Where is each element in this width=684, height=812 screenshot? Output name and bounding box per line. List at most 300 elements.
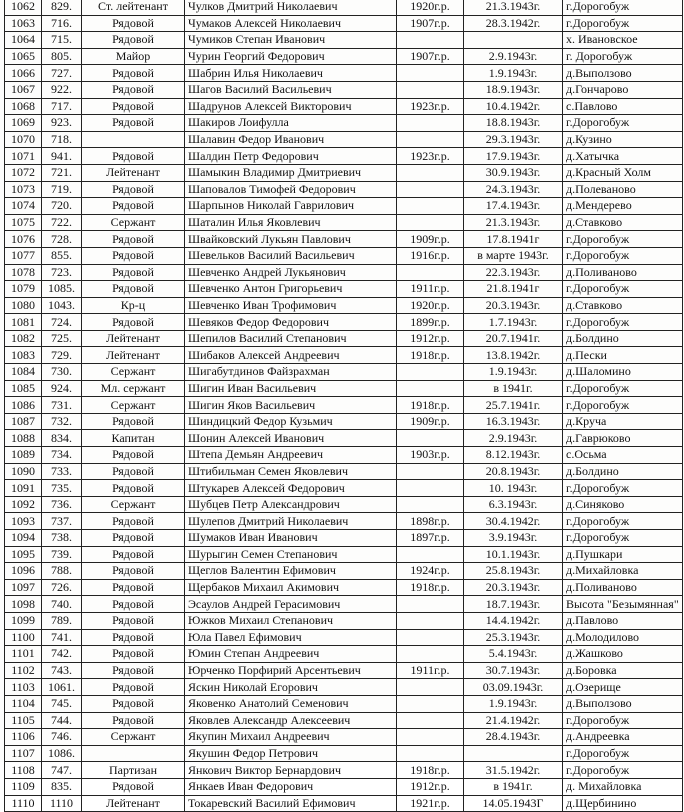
row-number-cell: 1072 [5, 164, 42, 181]
row-number-cell: 1092 [5, 496, 42, 513]
military-rank-cell: Сержант [82, 364, 185, 381]
record-number-cell: 729. [42, 347, 82, 364]
burial-place-cell: г.Дорогобуж [563, 231, 683, 248]
full-name-cell: Шалавин Федор Иванович [185, 131, 397, 148]
burial-place-cell: д.Поливаново [563, 264, 683, 281]
table-row [5, 281, 683, 298]
death-date-cell: 20.7.1941г. [464, 330, 563, 347]
burial-place-cell: д.Мендерево [563, 198, 683, 215]
record-number-cell: 923. [42, 115, 82, 132]
full-name-cell: Юрченко Порфирий Арсентьевич [185, 662, 397, 679]
row-number-cell: 1084 [5, 364, 42, 381]
military-rank-cell: Рядовой [82, 32, 185, 49]
table-row [5, 148, 683, 165]
full-name-cell: Швайковский Лукьян Павлович [185, 231, 397, 248]
birth-year-cell [397, 480, 464, 497]
table-row [5, 629, 683, 646]
birth-year-cell [397, 181, 464, 198]
record-number-cell: 924. [42, 380, 82, 397]
record-number-cell: 726. [42, 579, 82, 596]
full-name-cell: Шибаков Алексей Андреевич [185, 347, 397, 364]
full-name-cell: Яковенко Анатолий Семенович [185, 695, 397, 712]
burial-place-cell: д.Гаврюково [563, 430, 683, 447]
military-rank-cell: Рядовой [82, 65, 185, 82]
row-number-cell: 1080 [5, 297, 42, 314]
burial-place-cell: г.Дорогобуж [563, 762, 683, 779]
full-name-cell: Щеглов Валентин Ефимович [185, 563, 397, 580]
birth-year-cell: 1897г.р. [397, 530, 464, 547]
record-number-cell: 922. [42, 81, 82, 98]
birth-year-cell: 1911г.р. [397, 662, 464, 679]
military-rank-cell: Рядовой [82, 546, 185, 563]
burial-place-cell: д.Выползово [563, 695, 683, 712]
row-number-cell: 1102 [5, 662, 42, 679]
row-number-cell: 1082 [5, 330, 42, 347]
full-name-cell: Шевченко Андрей Лукьянович [185, 264, 397, 281]
death-date-cell: 28.3.1942г. [464, 15, 563, 32]
death-date-cell: 20.3.1943г. [464, 579, 563, 596]
full-name-cell: Якупин Михаил Андреевич [185, 729, 397, 746]
full-name-cell: Яковлев Александр Алексеевич [185, 712, 397, 729]
full-name-cell: Шамыкин Владимир Дмитриевич [185, 164, 397, 181]
record-number-cell: 730. [42, 364, 82, 381]
burial-place-cell: д. Михайловка [563, 778, 683, 795]
record-number-cell: 834. [42, 430, 82, 447]
row-number-cell: 1063 [5, 15, 42, 32]
record-number-cell: 722. [42, 214, 82, 231]
military-rank-cell: Рядовой [82, 281, 185, 298]
full-name-cell: Янкович Виктор Бернардович [185, 762, 397, 779]
full-name-cell: Шулепов Дмитрий Николаевич [185, 513, 397, 530]
record-number-cell: 717. [42, 98, 82, 115]
burial-place-cell: д.Выползово [563, 65, 683, 82]
record-number-cell: 731. [42, 397, 82, 414]
military-rank-cell: Рядовой [82, 463, 185, 480]
record-number-cell: 747. [42, 762, 82, 779]
burial-place-cell: д.Круча [563, 413, 683, 430]
military-rank-cell: Рядовой [82, 480, 185, 497]
death-date-cell: 17.4.1943г. [464, 198, 563, 215]
row-number-cell: 1097 [5, 579, 42, 596]
table-row [5, 397, 683, 414]
birth-year-cell [397, 629, 464, 646]
record-number-cell: 1085. [42, 281, 82, 298]
military-rank-cell: Мл. сержант [82, 380, 185, 397]
military-rank-cell: Рядовой [82, 81, 185, 98]
burial-place-cell: д.Синяково [563, 496, 683, 513]
table-row [5, 563, 683, 580]
full-name-cell: Шакиров Лоифулла [185, 115, 397, 132]
burial-place-cell: г.Дорогобуж [563, 0, 683, 15]
military-rank-cell: Рядовой [82, 15, 185, 32]
birth-year-cell [397, 164, 464, 181]
full-name-cell: Шубцев Петр Александрович [185, 496, 397, 513]
record-number-cell: 735. [42, 480, 82, 497]
record-number-cell: 1043. [42, 297, 82, 314]
row-number-cell: 1108 [5, 762, 42, 779]
table-row [5, 579, 683, 596]
table-row [5, 347, 683, 364]
full-name-cell: Якушин Федор Петрович [185, 745, 397, 762]
record-number-cell: 741. [42, 629, 82, 646]
record-number-cell: 736. [42, 496, 82, 513]
table-row [5, 447, 683, 464]
full-name-cell: Штибильман Семен Яковлевич [185, 463, 397, 480]
death-date-cell: 24.3.1943г. [464, 181, 563, 198]
full-name-cell: Чумиков Степан Иванович [185, 32, 397, 49]
burial-place-cell: д.Хатычка [563, 148, 683, 165]
birth-year-cell [397, 712, 464, 729]
birth-year-cell [397, 364, 464, 381]
record-number-cell: 737. [42, 513, 82, 530]
birth-year-cell: 1907г.р. [397, 15, 464, 32]
full-name-cell: Чумаков Алексей Николаевич [185, 15, 397, 32]
death-date-cell [464, 32, 563, 49]
birth-year-cell [397, 380, 464, 397]
military-rank-cell: Рядовой [82, 148, 185, 165]
row-number-cell: 1083 [5, 347, 42, 364]
military-rank-cell: Рядовой [82, 98, 185, 115]
military-rank-cell: Рядовой [82, 662, 185, 679]
record-number-cell: 740. [42, 596, 82, 613]
military-rank-cell: Рядовой [82, 181, 185, 198]
birth-year-cell: 1912г.р. [397, 778, 464, 795]
military-rank-cell: Рядовой [82, 247, 185, 264]
military-rank-cell: Рядовой [82, 612, 185, 629]
death-date-cell: 31.5.1942г. [464, 762, 563, 779]
full-name-cell: Юмин Степан Андреевич [185, 646, 397, 663]
row-number-cell: 1093 [5, 513, 42, 530]
death-date-cell: 22.3.1943г. [464, 264, 563, 281]
record-number-cell: 733. [42, 463, 82, 480]
military-rank-cell: Рядовой [82, 596, 185, 613]
table-row [5, 612, 683, 629]
burial-place-cell: д.Поливаново [563, 579, 683, 596]
table-row [5, 247, 683, 264]
table-row [5, 480, 683, 497]
death-date-cell: 14.4.1942г. [464, 612, 563, 629]
row-number-cell: 1081 [5, 314, 42, 331]
full-name-cell: Шевяков Федор Федорович [185, 314, 397, 331]
birth-year-cell [397, 65, 464, 82]
death-date-cell: 17.8.1941г [464, 231, 563, 248]
burial-place-cell: г. Дорогобуж [563, 48, 683, 65]
death-date-cell: 18.8.1943г. [464, 115, 563, 132]
birth-year-cell: 1898г.р. [397, 513, 464, 530]
table-row [5, 164, 683, 181]
row-number-cell: 1107 [5, 745, 42, 762]
full-name-cell: Штепа Демьян Андреевич [185, 447, 397, 464]
row-number-cell: 1103 [5, 679, 42, 696]
row-number-cell: 1077 [5, 247, 42, 264]
record-number-cell: 732. [42, 413, 82, 430]
death-date-cell: 18.7.1943г. [464, 596, 563, 613]
table-row [5, 181, 683, 198]
birth-year-cell: 1924г.р. [397, 563, 464, 580]
full-name-cell: Шевельков Василий Васильевич [185, 247, 397, 264]
burial-place-cell: х. Ивановское [563, 32, 683, 49]
birth-year-cell: 1918г.р. [397, 579, 464, 596]
row-number-cell: 1110 [5, 795, 42, 812]
burial-place-cell: д.Пушкари [563, 546, 683, 563]
table-row [5, 530, 683, 547]
full-name-cell: Шонин Алексей Иванович [185, 430, 397, 447]
record-number-cell: 805. [42, 48, 82, 65]
row-number-cell: 1087 [5, 413, 42, 430]
death-date-cell: 1.9.1943г. [464, 364, 563, 381]
burial-place-cell: г.Дорогобуж [563, 281, 683, 298]
burial-place-cell: г.Дорогобуж [563, 380, 683, 397]
table-row [5, 264, 683, 281]
military-rank-cell: Рядовой [82, 314, 185, 331]
burial-place-cell: д.Красный Холм [563, 164, 683, 181]
full-name-cell: Шепилов Василий Степанович [185, 330, 397, 347]
record-number-cell: 743. [42, 662, 82, 679]
birth-year-cell [397, 430, 464, 447]
military-rank-cell: Рядовой [82, 563, 185, 580]
table-row [5, 330, 683, 347]
row-number-cell: 1100 [5, 629, 42, 646]
burial-place-cell: д.Полеваново [563, 181, 683, 198]
full-name-cell: Токаревский Василий Ефимович [185, 795, 397, 812]
record-number-cell: 1086. [42, 745, 82, 762]
table-row [5, 297, 683, 314]
death-date-cell: 10.4.1942г. [464, 98, 563, 115]
row-number-cell: 1105 [5, 712, 42, 729]
table-row [5, 646, 683, 663]
burial-place-cell: д.Озерище [563, 679, 683, 696]
death-date-cell: 21.3.1943г. [464, 0, 563, 15]
table-row [5, 65, 683, 82]
birth-year-cell [397, 198, 464, 215]
death-date-cell: 30.7.1943г. [464, 662, 563, 679]
row-number-cell: 1062 [5, 0, 42, 15]
table-row [5, 98, 683, 115]
record-number-cell: 745. [42, 695, 82, 712]
birth-year-cell [397, 646, 464, 663]
record-number-cell: 1110 [42, 795, 82, 812]
full-name-cell: Юла Павел Ефимович [185, 629, 397, 646]
burial-place-cell: д.Михайловка [563, 563, 683, 580]
table-row [5, 496, 683, 513]
death-date-cell: 18.9.1943г. [464, 81, 563, 98]
row-number-cell: 1066 [5, 65, 42, 82]
row-number-cell: 1064 [5, 32, 42, 49]
table-row [5, 48, 683, 65]
death-date-cell: 25.8.1943г. [464, 563, 563, 580]
row-number-cell: 1096 [5, 563, 42, 580]
death-date-cell: 28.4.1943г. [464, 729, 563, 746]
military-rank-cell: Ст. лейтенант [82, 0, 185, 15]
table-row [5, 778, 683, 795]
burial-place-cell: г.Дорогобуж [563, 314, 683, 331]
table-row [5, 795, 683, 812]
death-date-cell: 8.12.1943г. [464, 447, 563, 464]
full-name-cell: Чулков Дмитрий Николаевич [185, 0, 397, 15]
row-number-cell: 1071 [5, 148, 42, 165]
military-rank-cell: Партизан [82, 762, 185, 779]
military-rank-cell: Рядовой [82, 115, 185, 132]
birth-year-cell [397, 131, 464, 148]
full-name-cell: Шадрунов Алексей Викторович [185, 98, 397, 115]
death-date-cell: 21.4.1942г. [464, 712, 563, 729]
row-number-cell: 1088 [5, 430, 42, 447]
death-date-cell: 20.3.1943г. [464, 297, 563, 314]
military-rank-cell: Рядовой [82, 413, 185, 430]
military-rank-cell: Рядовой [82, 447, 185, 464]
full-name-cell: Шаповалов Тимофей Федорович [185, 181, 397, 198]
register-body [5, 0, 683, 812]
burial-place-cell: г.Дорогобуж [563, 745, 683, 762]
table-row [5, 745, 683, 762]
birth-year-cell [397, 612, 464, 629]
death-date-cell [464, 745, 563, 762]
record-number-cell: 724. [42, 314, 82, 331]
burial-place-cell: г.Дорогобуж [563, 247, 683, 264]
row-number-cell: 1079 [5, 281, 42, 298]
burial-place-cell: г.Дорогобуж [563, 397, 683, 414]
death-date-cell: в марте 1943г. [464, 247, 563, 264]
birth-year-cell: 1918г.р. [397, 347, 464, 364]
military-rank-cell: Рядовой [82, 231, 185, 248]
burial-place-cell: г.Дорогобуж [563, 480, 683, 497]
full-name-cell: Янкаев Иван Федорович [185, 778, 397, 795]
full-name-cell: Шигин Иван Васильевич [185, 380, 397, 397]
military-rank-cell: Рядовой [82, 695, 185, 712]
military-rank-cell: Рядовой [82, 679, 185, 696]
burial-place-cell: д.Гончарово [563, 81, 683, 98]
row-number-cell: 1074 [5, 198, 42, 215]
full-name-cell: Шигабутдинов Файзрахман [185, 364, 397, 381]
birth-year-cell: 1920г.р. [397, 297, 464, 314]
record-number-cell: 739. [42, 546, 82, 563]
military-rank-cell: Рядовой [82, 513, 185, 530]
death-date-cell: 10.1.1943г. [464, 546, 563, 563]
military-rank-cell: Рядовой [82, 712, 185, 729]
record-number-cell: 1061. [42, 679, 82, 696]
full-name-cell: Шагов Василий Васильевич [185, 81, 397, 98]
birth-year-cell: 1923г.р. [397, 98, 464, 115]
military-rank-cell: Сержант [82, 214, 185, 231]
death-date-cell: 21.3.1943г. [464, 214, 563, 231]
full-name-cell: Яскин Николай Егорович [185, 679, 397, 696]
death-date-cell: в 1941г. [464, 778, 563, 795]
full-name-cell: Шабрин Илья Николаевич [185, 65, 397, 82]
military-rank-cell: Рядовой [82, 629, 185, 646]
death-date-cell: 21.8.1941г [464, 281, 563, 298]
record-number-cell: 725. [42, 330, 82, 347]
record-number-cell: 715. [42, 32, 82, 49]
birth-year-cell: 1918г.р. [397, 762, 464, 779]
military-rank-cell: Сержант [82, 397, 185, 414]
row-number-cell: 1099 [5, 612, 42, 629]
birth-year-cell [397, 81, 464, 98]
record-number-cell: 738. [42, 530, 82, 547]
row-number-cell: 1085 [5, 380, 42, 397]
record-number-cell: 728. [42, 231, 82, 248]
full-name-cell: Шевченко Иван Трофимович [185, 297, 397, 314]
row-number-cell: 1090 [5, 463, 42, 480]
row-number-cell: 1068 [5, 98, 42, 115]
record-number-cell: 723. [42, 264, 82, 281]
row-number-cell: 1067 [5, 81, 42, 98]
record-number-cell: 727. [42, 65, 82, 82]
birth-year-cell: 1899г.р. [397, 314, 464, 331]
full-name-cell: Шумаков Иван Иванович [185, 530, 397, 547]
birth-year-cell: 1911г.р. [397, 281, 464, 298]
record-number-cell: 746. [42, 729, 82, 746]
row-number-cell: 1091 [5, 480, 42, 497]
table-row [5, 32, 683, 49]
birth-year-cell [397, 729, 464, 746]
table-row [5, 729, 683, 746]
table-row [5, 198, 683, 215]
death-date-cell: 13.8.1942г. [464, 347, 563, 364]
military-rank-cell: Сержант [82, 496, 185, 513]
birth-year-cell: 1918г.р. [397, 397, 464, 414]
table-row [5, 81, 683, 98]
row-number-cell: 1094 [5, 530, 42, 547]
full-name-cell: Шигин Яков Васильевич [185, 397, 397, 414]
death-date-cell: 1.9.1943г. [464, 695, 563, 712]
row-number-cell: 1098 [5, 596, 42, 613]
row-number-cell: 1069 [5, 115, 42, 132]
burial-place-cell: д.Молодилово [563, 629, 683, 646]
full-name-cell: Шевченко Антон Григорьевич [185, 281, 397, 298]
death-date-cell: 14.05.1943Г [464, 795, 563, 812]
burial-place-cell: д.Боровка [563, 662, 683, 679]
birth-year-cell [397, 463, 464, 480]
death-date-cell: 30.4.1942г. [464, 513, 563, 530]
full-name-cell: Шарпынов Николай Гаврилович [185, 198, 397, 215]
birth-year-cell [397, 214, 464, 231]
row-number-cell: 1076 [5, 231, 42, 248]
full-name-cell: Шаталин Илья Яковлевич [185, 214, 397, 231]
birth-year-cell: 1923г.р. [397, 148, 464, 165]
row-number-cell: 1075 [5, 214, 42, 231]
record-number-cell: 789. [42, 612, 82, 629]
table-row [5, 596, 683, 613]
death-date-cell: 1.9.1943г. [464, 65, 563, 82]
military-rank-cell: Лейтенант [82, 330, 185, 347]
row-number-cell: 1065 [5, 48, 42, 65]
military-rank-cell: Рядовой [82, 264, 185, 281]
full-name-cell: Шалдин Петр Федорович [185, 148, 397, 165]
record-number-cell: 855. [42, 247, 82, 264]
military-rank-cell: Рядовой [82, 198, 185, 215]
full-name-cell: Эсаулов Андрей Герасимович [185, 596, 397, 613]
death-date-cell: 25.7.1941г. [464, 397, 563, 414]
row-number-cell: 1101 [5, 646, 42, 663]
row-number-cell: 1109 [5, 778, 42, 795]
military-rank-cell [82, 131, 185, 148]
table-row [5, 513, 683, 530]
birth-year-cell [397, 745, 464, 762]
birth-year-cell: 1907г.р. [397, 48, 464, 65]
table-row [5, 115, 683, 132]
row-number-cell: 1073 [5, 181, 42, 198]
row-number-cell: 1106 [5, 729, 42, 746]
military-rank-cell: Капитан [82, 430, 185, 447]
row-number-cell: 1104 [5, 695, 42, 712]
military-rank-cell: Рядовой [82, 778, 185, 795]
birth-year-cell: 1909г.р. [397, 413, 464, 430]
death-date-cell: 1.7.1943г. [464, 314, 563, 331]
birth-year-cell [397, 596, 464, 613]
military-rank-cell: Лейтенант [82, 164, 185, 181]
burial-place-cell: г.Дорогобуж [563, 530, 683, 547]
birth-year-cell: 1909г.р. [397, 231, 464, 248]
